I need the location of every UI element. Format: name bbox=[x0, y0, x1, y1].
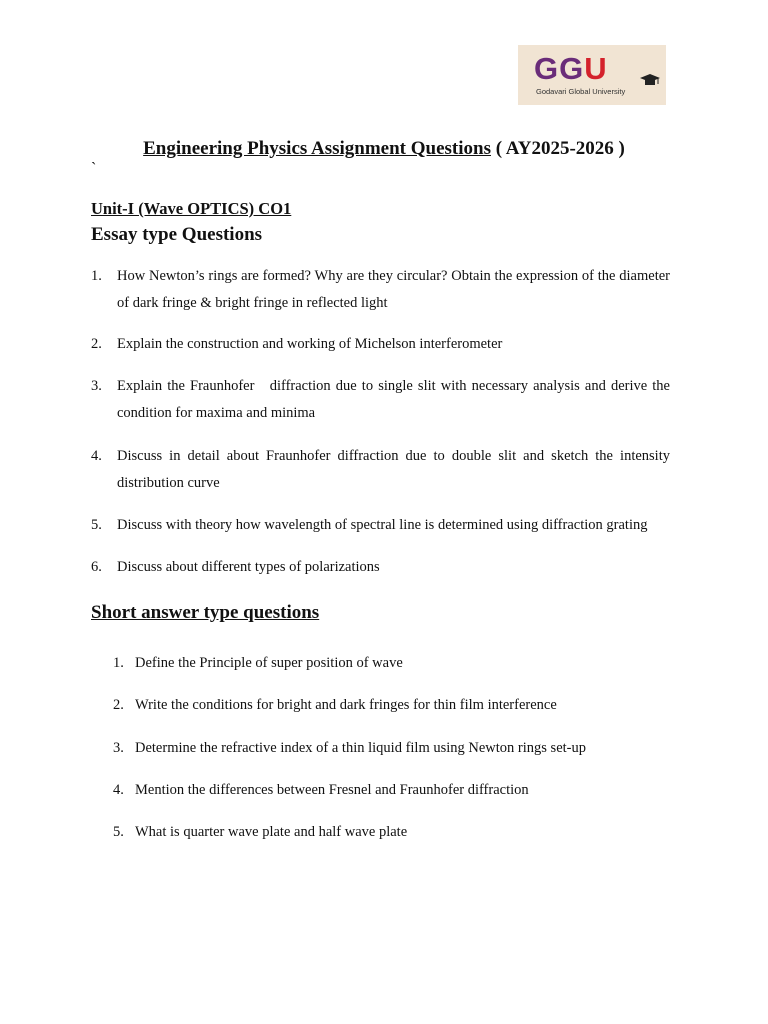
logo-subtitle: Godavari Global University bbox=[536, 87, 626, 96]
unit-heading: Unit-I (Wave OPTICS) CO1 bbox=[91, 199, 292, 218]
item-text: Discuss about different types of polarizations bbox=[117, 559, 380, 575]
title-year: ( AY2025-2026 ) bbox=[490, 138, 625, 159]
stray-mark: ` bbox=[91, 160, 97, 177]
essay-heading: Essay type Questions bbox=[91, 224, 263, 245]
item-text: How Newton’s rings are formed? Why are they circular? Obtain the expression of the diameter of dark fringe & bright fringe in reflected light bbox=[117, 268, 670, 311]
document-title bbox=[0, 138, 768, 160]
short-answer-heading: Short answer type questions bbox=[91, 602, 320, 623]
item-number: 6. bbox=[91, 559, 102, 575]
logo-letter-g1: G bbox=[534, 51, 560, 86]
item-text: Determine the refractive index of a thin liquid film using Newton rings set-up bbox=[135, 740, 586, 756]
graduation-cap-icon bbox=[640, 73, 660, 87]
item-number: 3. bbox=[113, 740, 124, 756]
item-number: 1. bbox=[113, 655, 124, 671]
logo-letter-g2: G bbox=[559, 51, 585, 86]
item-text: Explain the Fraunhofer diffraction due to single slit with necessary analysis and derive the condition for maxima and minima bbox=[117, 378, 674, 421]
item-text: Write the conditions for bright and dark fringes for thin film interference bbox=[135, 697, 557, 713]
item-text: Define the Principle of super position of wave bbox=[135, 655, 403, 671]
item-number: 4. bbox=[113, 782, 124, 798]
item-text: Explain the construction and working of Michelson interferometer bbox=[117, 336, 503, 352]
item-text: Discuss in detail about Fraunhofer diffraction due to double slit and sketch the intensity distribution curve bbox=[117, 448, 670, 491]
item-text: Discuss with theory how wavelength of spectral line is determined using diffraction grating bbox=[117, 517, 648, 533]
item-number: 5. bbox=[91, 517, 102, 533]
item-text: What is quarter wave plate and half wave plate bbox=[135, 824, 408, 840]
item-number: 5. bbox=[113, 824, 124, 840]
item-number: 4. bbox=[91, 448, 102, 464]
title-main: Engineering Physics Assignment Questions bbox=[143, 138, 491, 159]
logo-wordmark bbox=[534, 52, 608, 86]
logo-letter-u: U bbox=[584, 51, 608, 86]
item-number: 2. bbox=[91, 336, 102, 352]
item-number: 2. bbox=[113, 697, 124, 713]
university-logo bbox=[518, 45, 666, 105]
item-number: 3. bbox=[91, 378, 102, 394]
item-text: Mention the differences between Fresnel and Fraunhofer diffraction bbox=[135, 782, 529, 798]
item-number: 1. bbox=[91, 268, 102, 284]
